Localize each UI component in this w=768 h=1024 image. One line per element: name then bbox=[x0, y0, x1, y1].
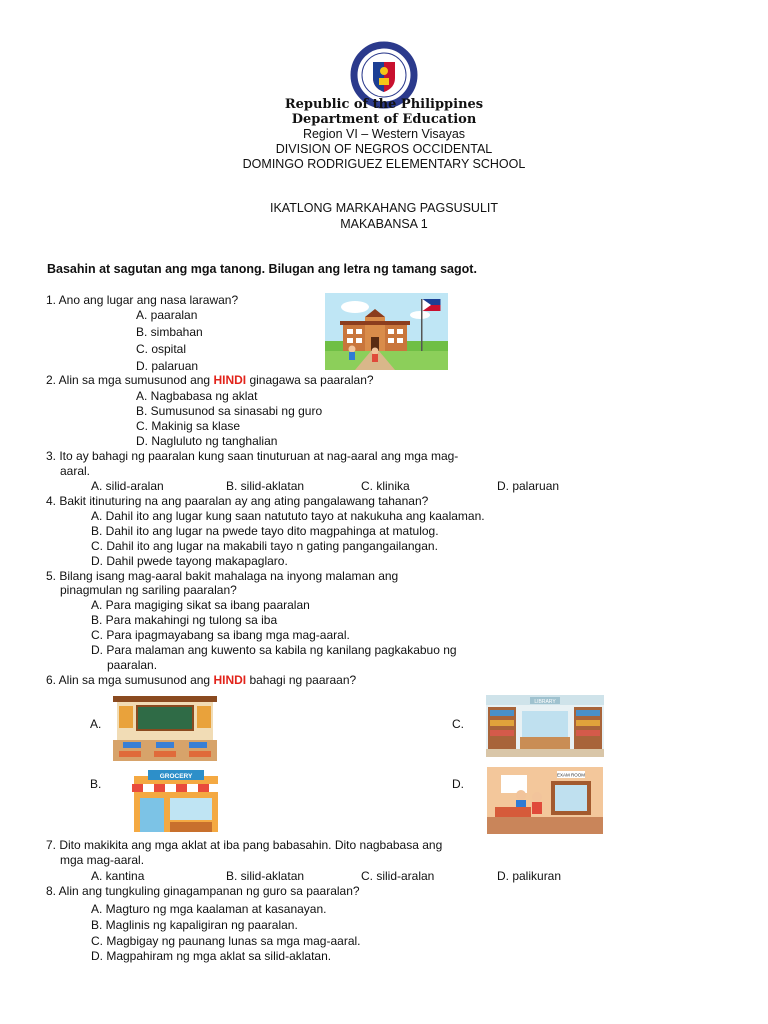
q2-text-post: ginagawa sa paaralan? bbox=[246, 373, 374, 387]
q5-option-a[interactable]: A. Para magiging sikat sa ibang paaralan bbox=[91, 598, 310, 612]
q6-option-d[interactable]: D. bbox=[452, 777, 464, 791]
question-4: 4. Bakit itinuturing na ang paaralan ay ang ating pangalawang tahanan? bbox=[46, 494, 429, 508]
q7-option-a[interactable]: A. kantina bbox=[91, 869, 145, 883]
q6-option-a[interactable]: A. bbox=[90, 717, 102, 731]
q4-option-b[interactable]: B. Dahil ito ang lugar na pwede tayo dito magpahinga at matulog. bbox=[91, 524, 439, 538]
question-3-line-2: aaral. bbox=[60, 464, 91, 478]
q1-option-d[interactable]: D. palaruan bbox=[136, 359, 199, 373]
question-2 bbox=[46, 373, 374, 388]
q2-option-d[interactable]: D. Nagluluto ng tanghalian bbox=[136, 434, 278, 448]
exam-subject: MAKABANSA 1 bbox=[340, 217, 428, 231]
q3-option-b[interactable]: B. silid-aklatan bbox=[226, 479, 305, 493]
question-7-line-2: mga mag-aaral. bbox=[60, 853, 145, 867]
school-building-image bbox=[325, 293, 448, 370]
question-7-line-1: 7. Dito makikita ang mga aklat at iba pang babasahin. Dito nagbabasa ang bbox=[46, 838, 443, 852]
q1-option-a[interactable]: A. paaralan bbox=[136, 308, 198, 322]
classroom-image[interactable] bbox=[113, 694, 217, 761]
q2-hindi-emphasis: HINDI bbox=[213, 373, 247, 387]
q7-option-b[interactable]: B. silid-aklatan bbox=[226, 869, 305, 883]
q6-hindi-emphasis: HINDI bbox=[213, 673, 247, 687]
republic-heading: Republic of the Philippines bbox=[284, 97, 484, 112]
grocery-store-image[interactable] bbox=[124, 766, 228, 834]
q4-option-a[interactable]: A. Dahil ito ang lugar kung saan natututo tayo at nakukuha ang kaalaman. bbox=[91, 509, 485, 523]
region-heading: Region VI – Western Visayas bbox=[302, 127, 466, 141]
q6-option-b[interactable]: B. bbox=[90, 777, 102, 791]
q6-text-pre: 6. Alin sa mga sumusunod ang bbox=[46, 673, 214, 687]
q7-option-d[interactable]: D. palikuran bbox=[497, 869, 562, 883]
clinic-sign-text: EXAM ROOM bbox=[556, 772, 586, 778]
q4-option-c[interactable]: C. Dahil ito ang lugar na makabili tayo n gating pangangailangan. bbox=[91, 539, 438, 553]
q8-option-b[interactable]: B. Maglinis ng kapaligiran ng paaralan. bbox=[91, 918, 298, 932]
q1-option-b[interactable]: B. simbahan bbox=[136, 325, 203, 339]
library-image[interactable] bbox=[486, 695, 604, 757]
q8-option-d[interactable]: D. Magpahiram ng mga aklat sa silid-aklatan. bbox=[91, 949, 332, 963]
library-sign-text: LIBRARY bbox=[534, 699, 556, 705]
division-heading: DIVISION OF NEGROS OCCIDENTAL bbox=[275, 142, 493, 156]
grocery-sign-text: GROCERY bbox=[159, 773, 193, 780]
clinic-room-image[interactable] bbox=[487, 767, 603, 834]
q8-option-a[interactable]: A. Magturo ng mga kaalaman at kasanayan. bbox=[91, 902, 327, 916]
q5-option-d[interactable]: D. Para malaman ang kuwento sa kabila ng kanilang pagkakabuo ng bbox=[91, 643, 457, 657]
instructions: Basahin at sagutan ang mga tanong. Bilugan ang letra ng tamang sagot. bbox=[47, 262, 477, 276]
question-6 bbox=[46, 673, 356, 688]
q5-option-d-continued: paaralan. bbox=[107, 658, 158, 672]
q6-text-post: bahagi ng paaraan? bbox=[246, 673, 357, 687]
question-5-line-2: pinagmulan ng sariling paaralan? bbox=[60, 583, 237, 597]
q7-option-c[interactable]: C. silid-aralan bbox=[361, 869, 435, 883]
exam-title: IKATLONG MARKAHANG PAGSUSULIT bbox=[269, 201, 499, 215]
q8-option-c[interactable]: C. Magbigay ng paunang lunas sa mga mag-aaral. bbox=[91, 934, 361, 948]
q6-option-c[interactable]: C. bbox=[452, 717, 464, 731]
school-heading: DOMINGO RODRIGUEZ ELEMENTARY SCHOOL bbox=[242, 157, 526, 171]
question-5-line-1: 5. Bilang isang mag-aaral bakit mahalaga na inyong malaman ang bbox=[46, 569, 399, 583]
q1-option-c[interactable]: C. ospital bbox=[136, 342, 187, 356]
q4-option-d[interactable]: D. Dahil pwede tayong makapaglaro. bbox=[91, 554, 288, 568]
q2-text-pre: 2. Alin sa mga sumusunod ang bbox=[46, 373, 214, 387]
q2-option-a[interactable]: A. Nagbabasa ng aklat bbox=[136, 389, 258, 403]
q3-option-a[interactable]: A. silid-aralan bbox=[91, 479, 164, 493]
question-3-line-1: 3. Ito ay bahagi ng paaralan kung saan tinuturuan at nag-aaral ang mga mag- bbox=[46, 449, 459, 463]
q2-option-c[interactable]: C. Makinig sa klase bbox=[136, 419, 241, 433]
department-heading: Department of Education bbox=[291, 112, 477, 127]
question-1: 1. Ano ang lugar ang nasa larawan? bbox=[46, 293, 239, 307]
question-8: 8. Alin ang tungkuling ginagampanan ng guro sa paaralan? bbox=[46, 884, 360, 898]
q5-option-b[interactable]: B. Para makahingi ng tulong sa iba bbox=[91, 613, 278, 627]
q3-option-c[interactable]: C. klinika bbox=[361, 479, 410, 493]
q5-option-c[interactable]: C. Para ipagmayabang sa ibang mga mag-aaral. bbox=[91, 628, 350, 642]
q3-option-d[interactable]: D. palaruan bbox=[497, 479, 560, 493]
q2-option-b[interactable]: B. Sumusunod sa sinasabi ng guro bbox=[136, 404, 323, 418]
